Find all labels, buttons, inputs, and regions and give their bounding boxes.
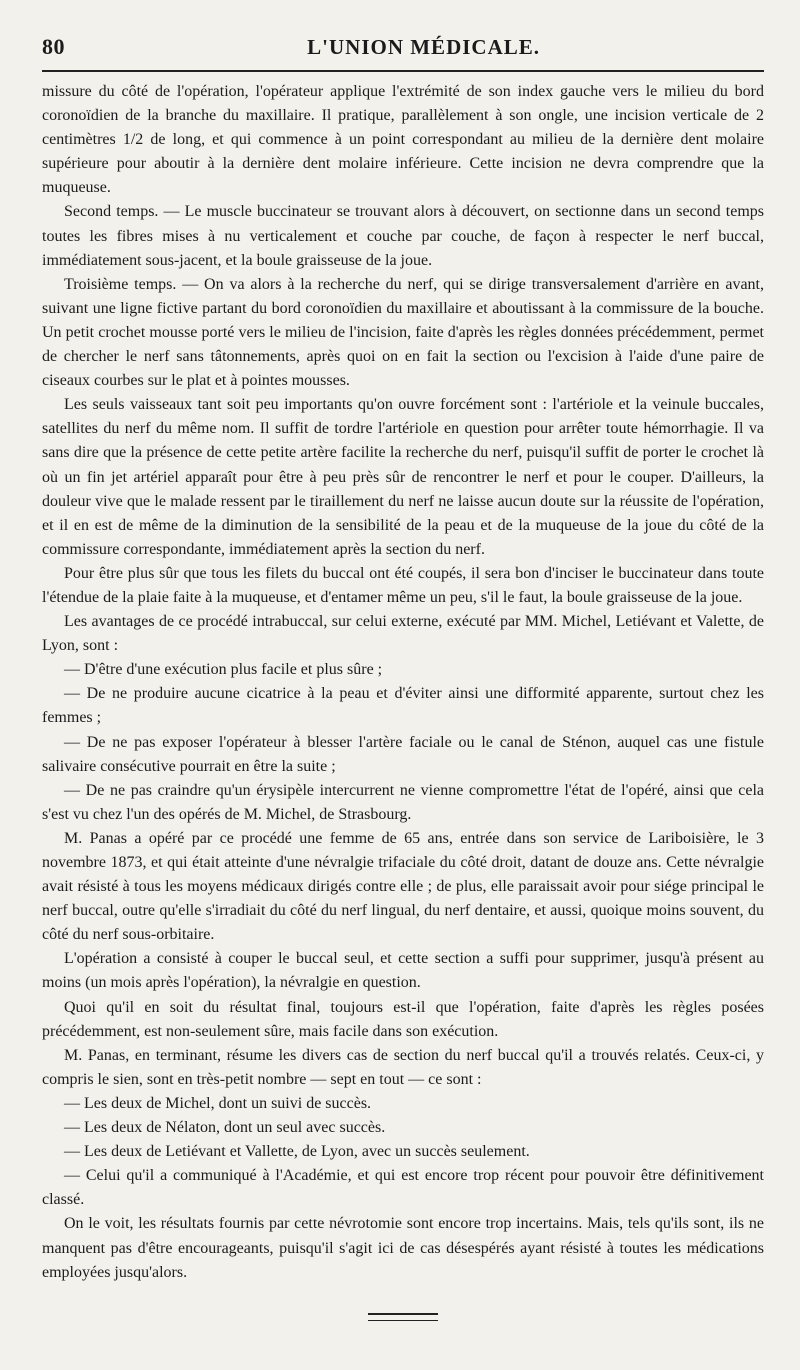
journal-title: L'UNION MÉDICALE. — [307, 35, 540, 59]
page-header — [42, 30, 764, 66]
paragraph-troisieme-temps: Troisième temps. — On va alors à la recherche du nerf, qui se dirige transversalement d'arrière en avant, suivant une ligne fictive partant du bord coronoïdien du maxillaire et aboutissant à la commissure de la bouche. Un petit crochet mousse porté vers le milieu de l'incision, faite d'après les règles données précédemment, permet de chercher le nerf sans tâtonnements, après quoi on en fait la section ou l'excision à l'aide d'une paire de ciseaux courbes sur le plat et à pointes mousses. — [42, 275, 764, 390]
page-number: 80 — [42, 34, 65, 59]
paragraph-vaisseaux: Les seuls vaisseaux tant soit peu importants qu'on ouvre forcément sont : l'artériole et la veinule buccales, satellites du nerf du même nom. Il suffit de tordre l'artériole en question pour arrêter toute hémorrhagie. Il va sans dire que la présence de cette petite artère facilite la recherche du nerf, puisqu'il suffit de porter le crochet là où un fin jet artériel apparaît pour être à peu près sûr de rencontrer le nerf et pour le couper. D'ailleurs, la douleur vive que le malade ressent par le tiraillement du nerf ne laisse aucun doute sur la réussite de l'opération, et il en est de même de la diminution de la sensibilité de la peau et de la muqueuse de la joue du côté de la commissure correspondante, immédiatement après la section du nerf. — [42, 396, 764, 558]
paragraph-resultat: Quoi qu'il en soit du résultat final, toujours est-il que l'opération, faite d'après les règles posées précédemment, est non-seulement sûre, mais facile dans son exécution. — [42, 998, 764, 1040]
list-item-case-academie: — Celui qu'il a communiqué à l'Académie, et qui est encore trop récent pour pouvoir être définitivement classé. — [42, 1167, 764, 1209]
article-body — [42, 80, 764, 1285]
list-item-case-michel: — Les deux de Michel, dont un suivi de succès. — [64, 1094, 372, 1112]
header-rule — [42, 70, 764, 72]
paragraph-operation: L'opération a consisté à couper le buccal seul, et cette section a suffi pour supprimer, jusqu'à présent au moins (un mois après l'opération), la névralgie en question. — [42, 950, 764, 992]
paragraph-second-temps: Second temps. — Le muscle buccinateur se trouvant alors à découvert, on sectionne dans un second temps toutes les fibres mises à nu verticalement et couche par couche, de façon à respecter le nerf buccal, immédiatement sous-jacent, et la boule graisseuse de la joue. — [42, 203, 764, 269]
paragraph-filets: Pour être plus sûr que tous les filets du buccal ont été coupés, il sera bon d'inciser le buccinateur dans toute l'étendue de la plaie faite à la muqueuse, et d'entamer même un peu, s'il le faut, la boule graisseuse de la joue. — [42, 564, 764, 606]
paragraph-avantages: Les avantages de ce procédé intrabuccal, sur celui externe, exécuté par MM. Michel, Letiévant et Valette, de Lyon, sont : — [42, 613, 764, 655]
paragraph-conclusion: On le voit, les résultats fournis par cette névrotomie sont encore trop incertains. Mais, tels qu'ils sont, ils ne manquent pas d'être encourageants, puisqu'il s'agit ici de cas désespérés ayant résisté à toutes les médications employées jusqu'alors. — [42, 1215, 764, 1281]
list-item-advantage-3: — De ne pas exposer l'opérateur à blesser l'artère faciale ou le canal de Sténon, auquel cas une fistule salivaire consécutive pourrait en être la suite ; — [42, 733, 764, 775]
paragraph-1: missure du côté de l'opération, l'opérateur applique l'extrémité de son index gauche vers le milieu du bord coronoïdien de la branche du maxillaire. Il pratique, parallèlement à son ongle, une incision verticale de 2 centimètres 1/2 de long, et qui commence à un point correspondant au milieu de la dernière dent molaire supérieure pour aboutir à la dernière dent molaire inférieure. Cette incision ne devra comprendre que la muqueuse. — [42, 83, 764, 197]
list-item-case-nelaton: — Les deux de Nélaton, dont un seul avec succès. — [64, 1119, 386, 1137]
list-item-case-letievant: — Les deux de Letiévant et Vallette, de Lyon, avec un succès seulement. — [64, 1143, 530, 1161]
document-page — [42, 30, 764, 1321]
end-rule — [368, 1313, 438, 1321]
paragraph-resume: M. Panas, en terminant, résume les divers cas de section du nerf buccal qu'il a trouvés relatés. Ceux-ci, y compris le sien, sont en très-petit nombre — sept en tout — ce sont : — [42, 1046, 764, 1088]
list-item-advantage-2: — De ne produire aucune cicatrice à la peau et d'éviter ainsi une difformité apparente, surtout chez les femmes ; — [42, 685, 764, 727]
list-item-advantage-1: — D'être d'une exécution plus facile et plus sûre ; — [64, 661, 383, 679]
paragraph-panas-case: M. Panas a opéré par ce procédé une femme de 65 ans, entrée dans son service de Lariboisière, le 3 novembre 1873, et qui était atteinte d'une névralgie trifaciale du côté droit, datant de douze ans. Cette névralgie avait résisté à tous les moyens médicaux dirigés contre elle ; de plus, elle paraissait avoir pour siége principal le nerf buccal, outre qu'elle s'irradiait du côté du nerf lingual, du nerf dentaire, et aussi, quoique moins souvent, du côté du nerf sous-orbitaire. — [42, 829, 764, 944]
list-item-advantage-4: — De ne pas craindre qu'un érysipèle intercurrent ne vienne compromettre l'état de l'opéré, ainsi que cela s'est vu chez l'un des opérés de M. Michel, de Strasbourg. — [42, 781, 764, 823]
